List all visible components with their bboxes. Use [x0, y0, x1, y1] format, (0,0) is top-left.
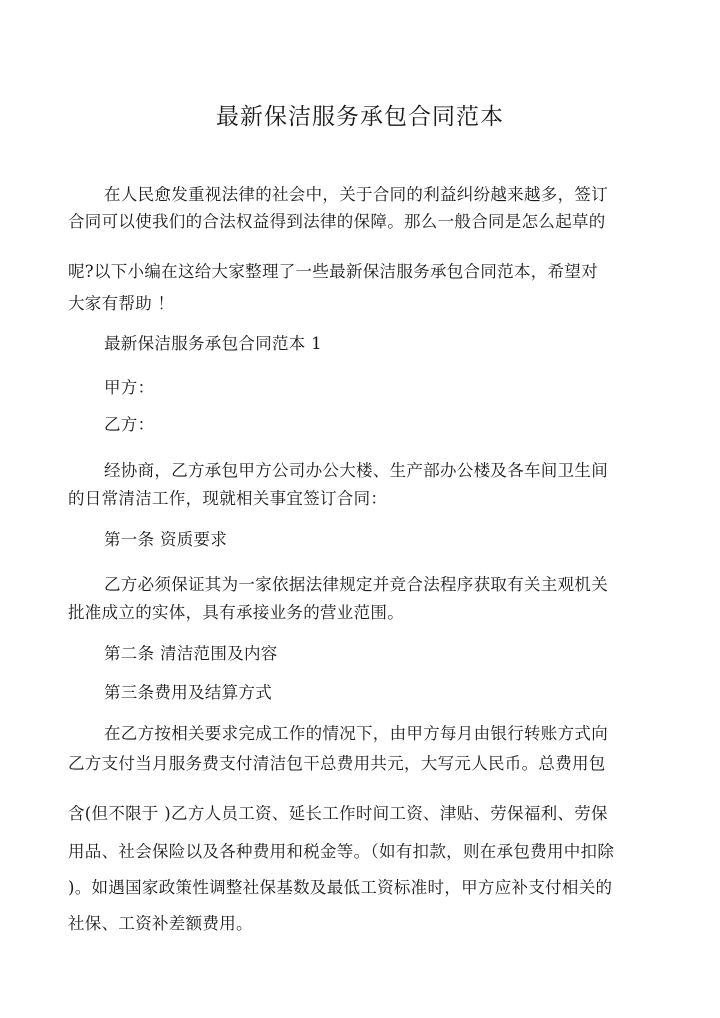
paragraph-line: 在人民愈发重视法律的社会中，关于合同的利益纠纷越来越多，签订 [104, 185, 608, 204]
paragraph-line: 在乙方按相关要求完成工作的情况下，由甲方每月由银行转账方式向 [104, 724, 608, 743]
paragraph-line: 社保、工资补差额费用。 [68, 914, 253, 933]
paragraph-line: 用品、社会保险以及各种费用和税金等。（如有扣款，则在承包费用中扣除 [68, 842, 615, 861]
article-heading: 第二条 清洁范围及内容 [104, 644, 278, 663]
article-heading: 第一条 资质要求 [104, 530, 228, 549]
party-a-label: 甲方： [104, 378, 155, 397]
paragraph-line: 批准成立的实体，具有承接业务的营业范围。 [68, 603, 404, 622]
section-heading: 最新保洁服务承包合同范本 1 [104, 334, 322, 353]
document-title: 最新保洁服务承包合同范本 [216, 104, 504, 130]
paragraph-line: 乙方必须保证其为一家依据法律规定并竞合法程序获取有关主观机关 [104, 575, 608, 594]
paragraph-line: )。如遇国家政策性调整社保基数及最低工资标准时，甲方应补支付相关的 [68, 878, 613, 897]
paragraph-line: 呢?以下小编在这给大家整理了一些最新保洁服务承包合同范本，希望对 [68, 262, 598, 281]
article-heading: 第三条费用及结算方式 [104, 683, 272, 702]
paragraph-line: 乙方支付当月服务费支付清洁包干总费用共元，大写元人民币。总费用包 [68, 754, 606, 773]
paragraph-line: 合同可以使我们的合法权益得到法律的保障。那么一般合同是怎么起草的 [68, 212, 606, 231]
paragraph-line: 的日常清洁工作，现就相关事宜签订合同： [68, 489, 388, 508]
paragraph-line: 含(但不限于 )乙方人员工资、延长工作时间工资、津贴、劳保福利、劳保 [68, 804, 608, 823]
paragraph-line: 经协商，乙方承包甲方公司办公大楼、生产部办公楼及各车间卫生间 [104, 461, 608, 480]
paragraph-line: 大家有帮助 ！ [68, 294, 175, 313]
party-b-label: 乙方： [104, 415, 155, 434]
